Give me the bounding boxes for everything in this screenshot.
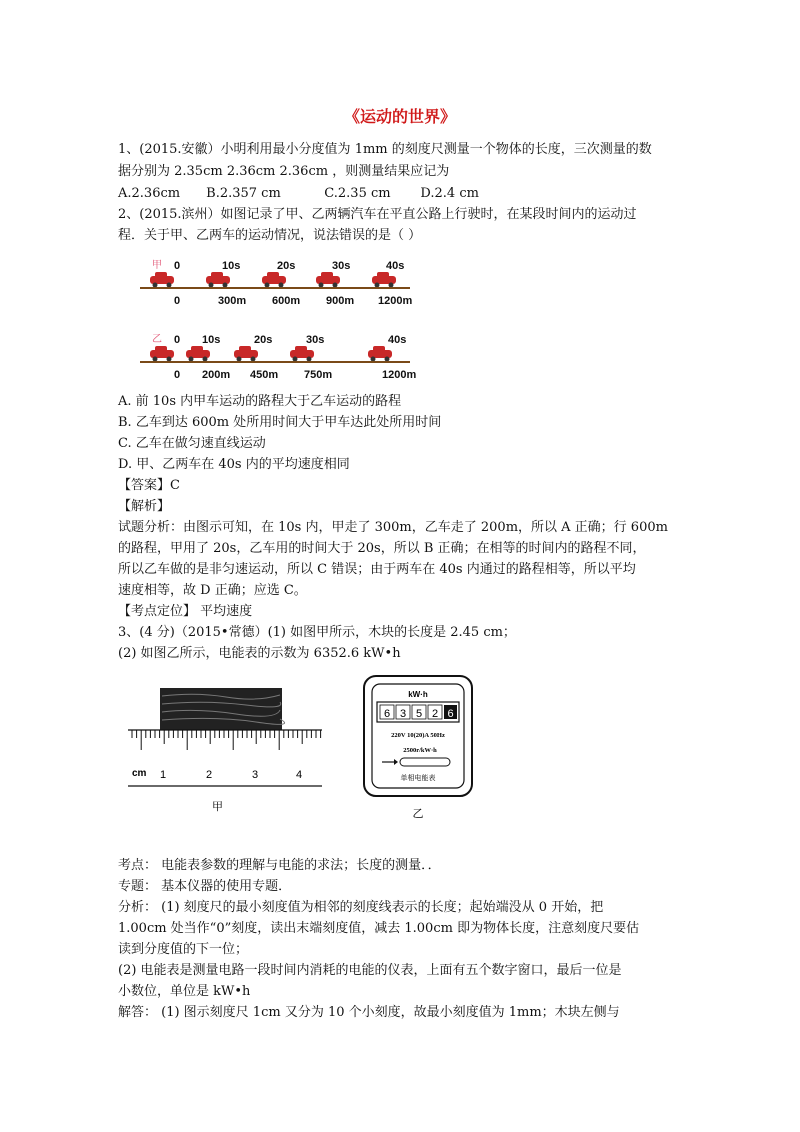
row-a-time: 10s — [222, 260, 241, 272]
wood-block — [160, 688, 285, 730]
row-b-time: 20s — [254, 334, 273, 346]
q3-fenxi-line: (2) 电能表是测量电路一段时间内消耗的电能的仪表，上面有五个数字窗口，最后一位是 — [118, 963, 622, 978]
q3-line2: (2) 如图乙所示，电能表的示数为 6352.6 kW•h — [118, 646, 401, 661]
ruler-caption: 甲 — [212, 800, 223, 813]
row-a-time: 40s — [386, 260, 405, 272]
q2-option-a: A. 前 10s 内甲车运动的路程大于乙车运动的路程 — [118, 394, 402, 409]
meter-digit: 3 — [399, 708, 407, 720]
car-icon — [316, 272, 340, 288]
meter-digit: 2 — [431, 708, 439, 720]
row-a-distance: 0 — [174, 295, 181, 307]
row-b-distance: 200m — [202, 369, 231, 381]
q2-analysis-line: 的路程，甲用了 20s，乙车用的时间大于 20s，所以 B 正确；在相等的时间内的路程不同， — [118, 541, 646, 556]
row-b-distance: 750m — [304, 369, 333, 381]
q1-option-c: C.2.35 cm — [324, 186, 391, 201]
ruler-tick-label: 3 — [252, 769, 259, 781]
row-b-time: 10s — [202, 334, 221, 346]
meter-rate: 2500r/kW·h — [403, 747, 437, 754]
car-icon — [290, 346, 314, 362]
row-b-distance: 1200m — [382, 369, 417, 381]
q1-options — [118, 184, 479, 204]
ruler-tick-label: 4 — [296, 769, 303, 781]
row-b-distance: 450m — [250, 369, 279, 381]
meter-digit: 6 — [447, 708, 454, 720]
ruler-figure — [126, 686, 326, 816]
q3-kaodian: 考点： 电能表参数的理解与电能的求法；长度的测量．． — [118, 858, 441, 873]
page-title: 《运动的世界》 — [343, 107, 456, 126]
car-icon — [186, 346, 210, 362]
q2-analysis-head: 【解析】 — [118, 499, 171, 514]
q2-analysis-line: 试题分析：由图示可知，在 10s 内，甲走了 300m，乙车走了 200m，所以 A 正确；行 600m — [118, 520, 668, 535]
q3-fenxi-line: 小数位，单位是 kW•h — [118, 984, 251, 999]
q3-fenxi-line: 分析： (1) 刻度尺的最小刻度值为相邻的刻度线表示的长度；起始端没从 0 开始，把 — [118, 900, 604, 915]
q3-line1: 3、(4 分)（2015•常德）(1) 如图甲所示，木块的长度是 2.45 cm； — [118, 625, 516, 640]
row-a-distance: 900m — [326, 295, 355, 307]
q3-fenxi-line: 读到分度值的下一位； — [118, 942, 249, 957]
q1-option-d: D.2.4 cm — [420, 186, 479, 201]
cars-motion-figure — [138, 252, 418, 386]
car-icon — [368, 346, 392, 362]
q1-option-a: A.2.36cm — [118, 186, 181, 201]
row-a-time: 20s — [277, 260, 296, 272]
meter-name: 单相电能表 — [400, 774, 436, 782]
meter-spec: 220V 10(20)A 50Hz — [391, 732, 445, 739]
meter-digit: 5 — [415, 708, 423, 720]
meter-unit: kW·h — [408, 690, 428, 699]
meter-disk-window — [400, 758, 450, 766]
car-icon — [150, 272, 174, 288]
row-b-time: 30s — [306, 334, 325, 346]
q2-option-b: B. 乙车到达 600m 处所用时间大于甲车达此处所用时间 — [118, 415, 442, 430]
q2-option-d: D. 甲、乙两车在 40s 内的平均速度相同 — [118, 457, 350, 472]
q1-option-b: B.2.357 cm — [206, 186, 281, 201]
row-a-time: 30s — [332, 260, 351, 272]
q1-line2: 据分别为 2.35cm 2.36cm 2.36cm ，则测量结果应记为 — [118, 164, 450, 179]
row-b-label: 乙 — [152, 334, 162, 345]
q2-option-c: C. 乙车在做匀速直线运动 — [118, 436, 266, 451]
car-icon — [372, 272, 396, 288]
q3-fenxi-line: 1.00cm 处当作“0”刻度，读出末端刻度值，减去 1.00cm 即为物体长度，注意刻度尺要估 — [118, 921, 640, 936]
car-icon — [262, 272, 286, 288]
q2-line1: 2、(2015.滨州）如图记录了甲、乙两辆汽车在平直公路上行驶时，在某段时间内的运动过 — [118, 207, 637, 222]
row-a-distance: 600m — [272, 295, 301, 307]
q1-line1: 1、(2015.安徽）小明利用最小分度值为 1mm 的刻度尺测量一个物体的长度，三次测量的数 — [118, 142, 652, 157]
q2-kaodian: 【考点定位】 平均速度 — [118, 604, 253, 619]
row-b-distance: 0 — [174, 369, 181, 381]
car-icon — [150, 346, 174, 362]
meter-caption: 乙 — [412, 807, 424, 820]
q2-answer: 【答案】C — [118, 478, 180, 493]
q2-analysis-line: 速度相等，故 D 正确；应选 C。 — [118, 583, 307, 598]
ruler-tick-label: 2 — [206, 769, 213, 781]
q2-line2: 程．关于甲、乙两车的运动情况，说法错误的是（ ） — [118, 228, 422, 243]
ruler-ticks — [132, 730, 321, 750]
q3-zhuanti: 专题： 基本仪器的使用专题． — [118, 879, 292, 894]
ruler-tick-label: 1 — [160, 769, 167, 781]
electricity-meter-figure — [360, 674, 476, 824]
row-b-time: 0 — [174, 334, 181, 346]
row-b-time: 40s — [388, 334, 407, 346]
q3-jieda: 解答： (1) 图示刻度尺 1cm 又分为 10 个小刻度，故最小刻度值为 1mm；木块左侧与 — [118, 1005, 620, 1020]
car-icon — [234, 346, 258, 362]
row-a-time: 0 — [174, 260, 181, 272]
row-a-label: 甲 — [152, 260, 162, 271]
row-a-distance: 300m — [218, 295, 247, 307]
q2-analysis-line: 所以乙车做的是非匀速运动，所以 C 错误；由于两车在 40s 内通过的路程相等，所以平均 — [118, 562, 636, 577]
row-a-distance: 1200m — [378, 295, 413, 307]
meter-digit: 6 — [383, 708, 391, 720]
ruler-unit: cm — [132, 768, 147, 779]
car-icon — [206, 272, 230, 288]
